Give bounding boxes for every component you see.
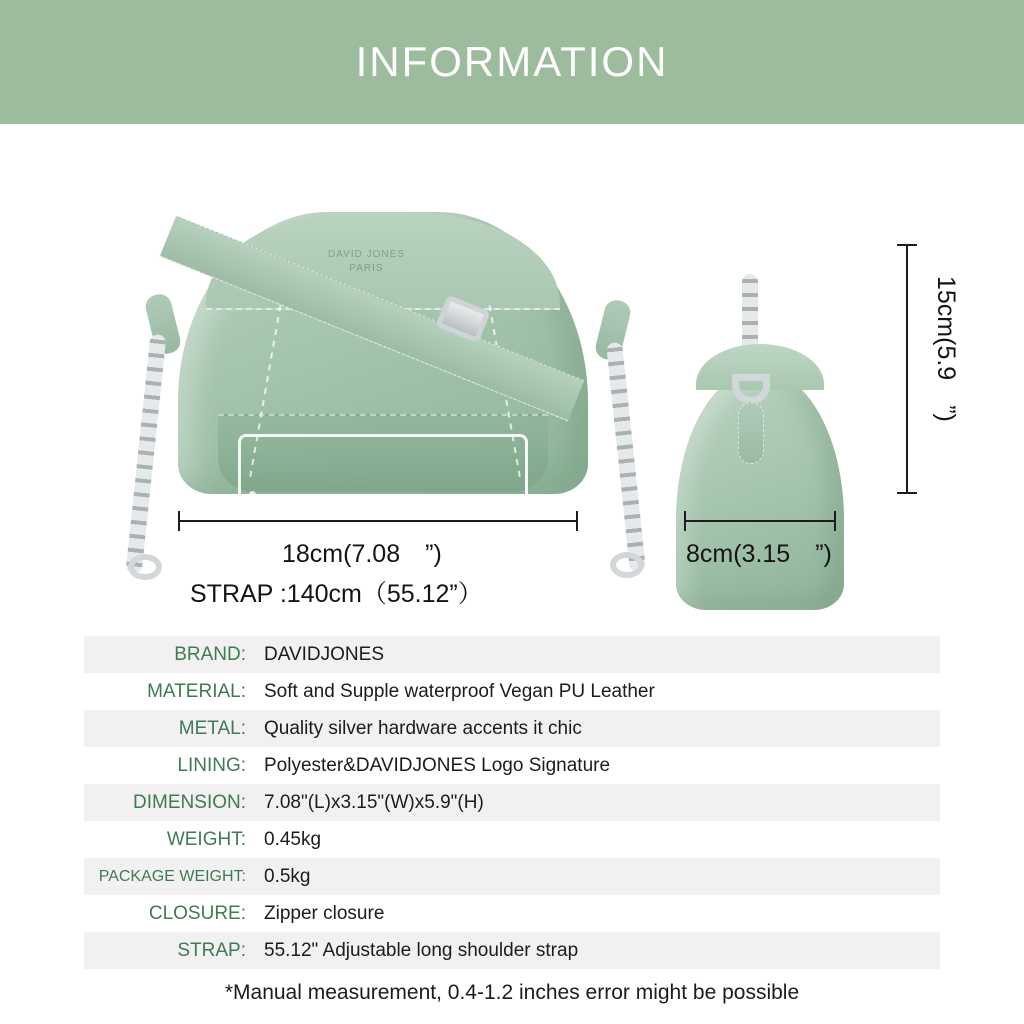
depth-dimension-label: 8cm(3.15 ”): [686, 540, 832, 568]
brand-logo-line2: PARIS: [349, 263, 384, 274]
brand-logo-line1: DAVID JONES: [328, 249, 405, 260]
table-row: [84, 747, 940, 784]
brand-logo-embossed: [328, 248, 405, 276]
table-row: [84, 784, 940, 821]
page-title: INFORMATION: [355, 38, 669, 85]
table-row: [84, 932, 940, 969]
side-leather-tab: [738, 402, 764, 464]
table-row: [84, 710, 940, 747]
spec-key: MATERIAL:: [147, 680, 246, 702]
spec-key: CLOSURE:: [148, 902, 246, 924]
width-dimension-label: 18cm(7.08 ”): [282, 540, 442, 568]
measurement-footnote: *Manual measurement, 0.4-1.2 inches error might be possible: [224, 981, 800, 1004]
spec-key: STRAP:: [177, 939, 246, 961]
chain-strap-left: [126, 334, 167, 574]
spec-value: 7.08"(L)x3.15"(W)x5.9"(H): [264, 791, 484, 813]
depth-dimension-line: [684, 520, 836, 522]
width-dimension-line: [178, 520, 578, 522]
chain-ring-left-icon: [128, 554, 162, 580]
table-row: [84, 895, 940, 932]
spec-value: Quality silver hardware accents it chic: [264, 717, 582, 739]
height-dimension-label: 15cm(5.9 ”): [932, 276, 960, 422]
table-row: [84, 821, 940, 858]
spec-key: WEIGHT:: [166, 828, 246, 850]
page-header: [0, 0, 1024, 124]
spec-value: Polyester&DAVIDJONES Logo Signature: [264, 754, 611, 776]
spec-key: DIMENSION:: [133, 791, 246, 813]
phone-overlay-label: PHONE: [329, 488, 437, 519]
height-dimension-line: [906, 244, 908, 494]
chain-ring-right-icon: [610, 552, 644, 578]
spec-key: BRAND:: [174, 643, 246, 665]
phone-speaker-icon: [249, 491, 256, 517]
spec-value: Zipper closure: [264, 902, 385, 924]
table-row: [84, 636, 940, 673]
table-row: [84, 858, 940, 895]
strap-length-label: STRAP :140cm（55.12”）: [190, 580, 483, 608]
spec-value: 55.12" Adjustable long shoulder strap: [264, 939, 579, 961]
chain-strap-right: [606, 342, 646, 572]
specification-table: [84, 636, 940, 1004]
spec-key: LINING:: [177, 754, 246, 776]
spec-value: 0.45kg: [264, 828, 322, 850]
product-photo-area: [0, 124, 1024, 624]
spec-value: 0.5kg: [264, 865, 311, 887]
spec-key: METAL:: [178, 717, 246, 739]
spec-value: DAVIDJONES: [264, 643, 385, 665]
spec-value: Soft and Supple waterproof Vegan PU Leather: [264, 680, 655, 702]
table-row: [84, 673, 940, 710]
spec-key: PACKAGE WEIGHT:: [98, 867, 246, 885]
